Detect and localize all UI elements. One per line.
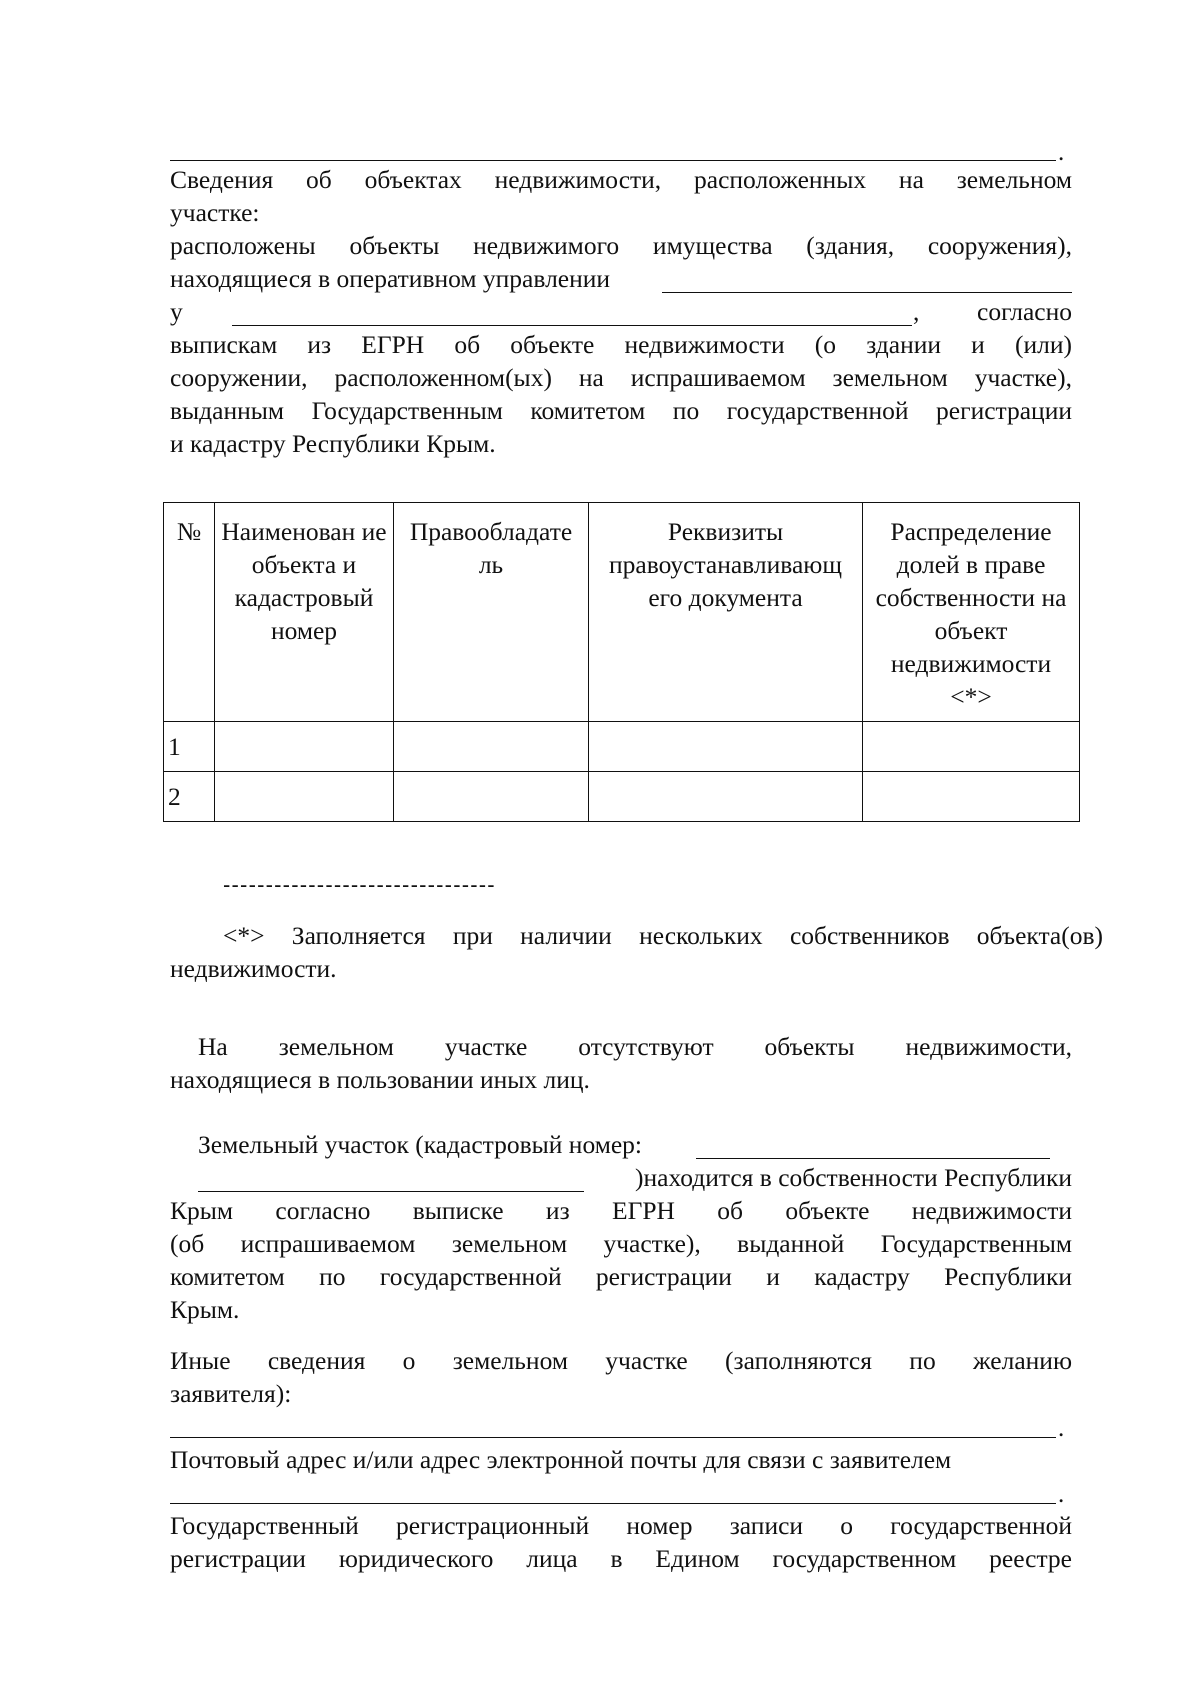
table-cell[interactable] (394, 772, 589, 822)
paragraph-line: Иные сведения о земельном участке (заполняются по желанию (170, 1346, 1072, 1375)
footnote-line: <*> Заполняется при наличии нескольких собственников объекта(ов) (223, 921, 1103, 950)
table-cell[interactable] (863, 772, 1080, 822)
header-number: № (164, 503, 215, 722)
table-cell[interactable] (863, 722, 1080, 772)
footnote-line: недвижимости. (170, 954, 337, 983)
table-row (164, 722, 1080, 772)
paragraph-line: сооружении, расположенном(ых) на испрашиваемом земельном участке), (170, 363, 1072, 392)
row-number: 2 (164, 772, 215, 822)
real-estate-objects-table (163, 502, 1080, 822)
table-row (164, 772, 1080, 822)
footnote-separator: -------------------------------- (223, 872, 496, 897)
paragraph-line: согласно (977, 297, 1072, 326)
contact-address-blank[interactable] (170, 1503, 1056, 1504)
cadastral-number-blank[interactable] (696, 1158, 1050, 1159)
paragraph-line: Земельный участок (кадастровый номер: (198, 1130, 643, 1159)
other-info-blank[interactable] (170, 1437, 1056, 1438)
paragraph-line: заявителя): (170, 1379, 292, 1408)
table-cell[interactable] (589, 772, 863, 822)
table-header-row (164, 503, 1080, 722)
table-cell[interactable] (215, 772, 394, 822)
paragraph-line: находящиеся в пользовании иных лиц. (170, 1065, 590, 1094)
paragraph-line: Крым. (170, 1295, 240, 1324)
header-rightholder: Правообладате ль (394, 503, 589, 722)
line-end-dot: . (1058, 1415, 1065, 1442)
header-share-distribution: Распределение долей в праве собственности на объект недвижимости <*> (863, 503, 1080, 722)
line-end-dot: . (1058, 1481, 1065, 1508)
row-number: 1 (164, 722, 215, 772)
table-cell[interactable] (394, 722, 589, 772)
paragraph-line: (об испрашиваемом земельном участке), выданной Государственным (170, 1229, 1072, 1258)
paragraph-line: выпискам из ЕГРН об объекте недвижимости (о здании и (или) (170, 330, 1072, 359)
paragraph-line: , (913, 297, 920, 326)
paragraph-line: выданным Государственным комитетом по государственной регистрации (170, 396, 1072, 425)
paragraph-line: )находится в собственности Республики (635, 1163, 1072, 1192)
paragraph-line: находящиеся в оперативном управлении (170, 264, 611, 293)
line-end-dot: . (1058, 139, 1065, 166)
holder-blank[interactable] (232, 325, 912, 326)
paragraph-line: и кадастру Республики Крым. (170, 429, 496, 458)
header-document-details: Реквизиты правоустанавливающ его документа (589, 503, 863, 722)
blank-line[interactable] (170, 160, 1056, 161)
paragraph-line: На земельном участке отсутствуют объекты недвижимости, (198, 1032, 1072, 1061)
paragraph-line: регистрации юридического лица в Едином государственном реестре (170, 1544, 1072, 1573)
operative-management-blank[interactable] (662, 292, 1072, 293)
paragraph-line: Крым согласно выписке из ЕГРН об объекте недвижимости (170, 1196, 1072, 1225)
cadastral-number-blank-cont[interactable] (198, 1191, 584, 1192)
header-object-name: Наименован ие объекта и кадастровый номер (215, 503, 394, 722)
paragraph-line: у (170, 297, 183, 326)
paragraph-line: расположены объекты недвижимого имущества (здания, сооружения), (170, 231, 1072, 260)
table-cell[interactable] (589, 722, 863, 772)
table-cell[interactable] (215, 722, 394, 772)
paragraph-line: комитетом по государственной регистрации и кадастру Республики (170, 1262, 1072, 1291)
paragraph-line: Сведения об объектах недвижимости, расположенных на земельном (170, 165, 1072, 194)
paragraph-line: участке: (170, 198, 260, 227)
paragraph-line: Государственный регистрационный номер записи о государственной (170, 1511, 1072, 1540)
paragraph-line: Почтовый адрес и/или адрес электронной почты для связи с заявителем (170, 1445, 952, 1474)
